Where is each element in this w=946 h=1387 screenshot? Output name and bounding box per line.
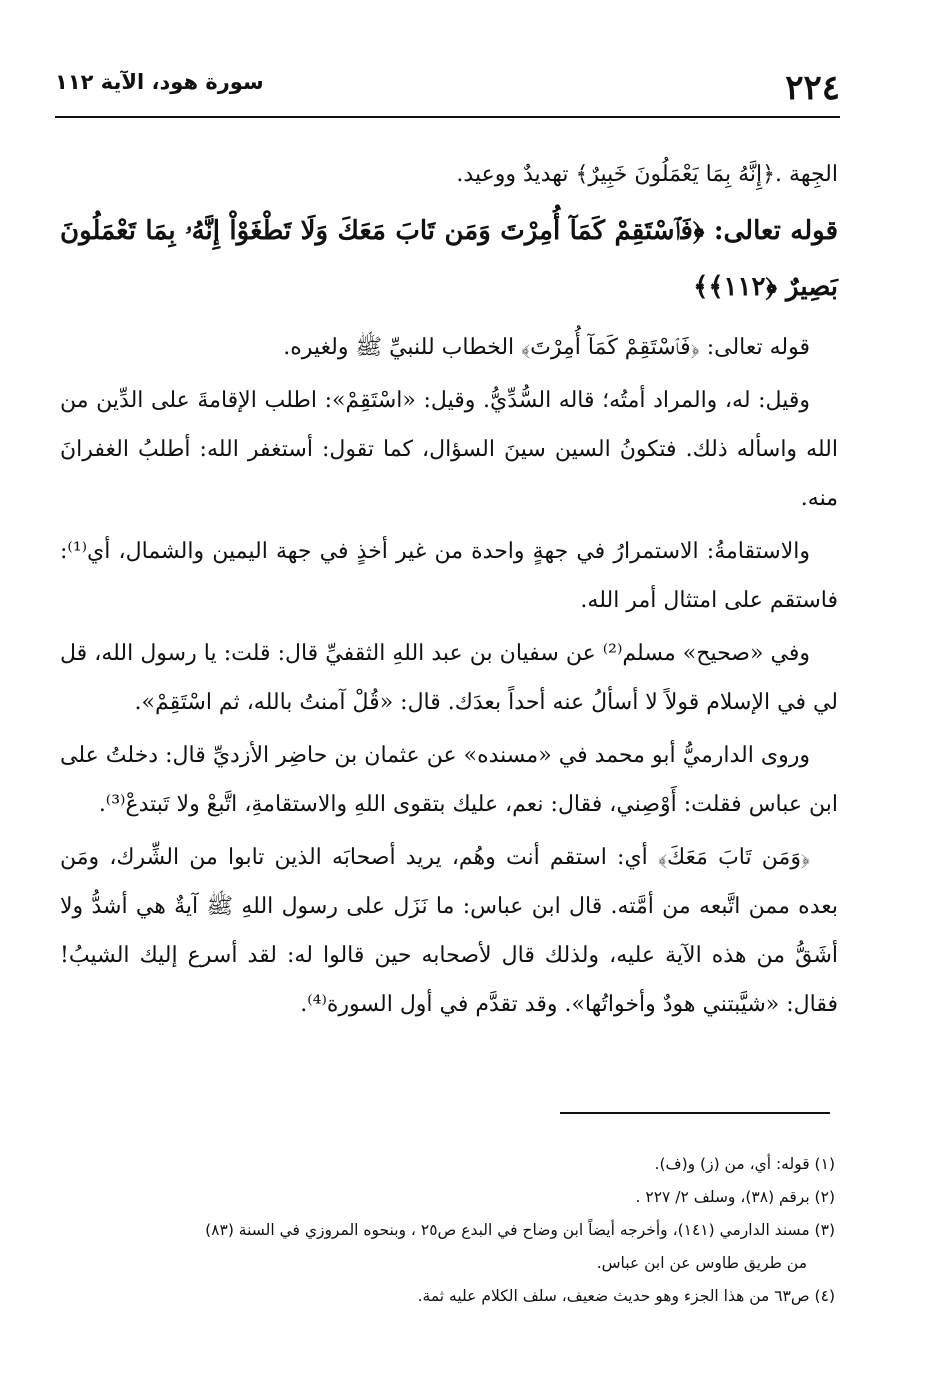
footnote-3: (٣) مسند الدارمي (١٤١)، وأخرجه أيضاً ابن وضاح في البدع ص٢٥ ، وبنحوه المروزي في السنة (٨٣) (205, 1221, 835, 1239)
footnote-1: (١) قوله: أي، من (ز) و(ف). (654, 1155, 835, 1173)
page-header (55, 62, 840, 112)
paragraph-7: وروى الدارميُّ أبو محمد في «مسنده» عن عثمان بن حاضِر الأزديِّ قال: دخلتُ على ابن عباس فقلت: أَوْصِني، فقال: نعم، عليك بتقوى اللهِ والاستقامةِ، اتَّبعْ ولا تَبتدعْ⁽³⁾. (60, 743, 838, 817)
footnote-2: (٢) برقم (٣٨)، وسلف ٢/ ٢٢٧ . (635, 1188, 835, 1206)
paragraph-4: وقيل: له، والمراد أمتُه؛ قاله السُّدِّيُّ. وقيل: «اسْتَقِمْ»: اطلب الإقامةَ على الدِّين من الله واسأله ذلك. فتكونُ السين سينَ السؤال، كما تقول: أستغفر الله: أطلبُ الغفرانَ منه. (60, 388, 838, 511)
paragraph-8: ﴿وَمَن تَابَ مَعَكَ﴾ أي: استقم أنت وهُم، يريد أصحابَه الذين تابوا من الشِّرك، ومَن بعده ممن اتَّبعه من أمَّته. قال ابن عباس: ما نَزَل على رسول اللهِ ﷺ آيةٌ هي أشدُّ ولا أشَقُّ من هذه الآية عليه، ولذلك قال لأصحابه حين قالوا له: لقد أسرع إليك الشيبُ! فقال: «شيَّبتني هودٌ وأخواتُها». وقد تقدَّم في أول السورة⁽⁴⁾. (60, 845, 838, 1017)
paragraph-5: والاستقامةُ: الاستمرارُ في جهةٍ واحدة من غير أخذٍ في جهة اليمين والشمال، أي⁽¹⁾: فاستقم على امتثال أمر الله. (60, 539, 838, 613)
paragraph-1: الجِهة .﴿إِنَّهُ بِمَا يَعْمَلُونَ خَبِيرٌ﴾ تهديدٌ ووعيد. (456, 162, 838, 187)
main-text (60, 150, 838, 1033)
paragraph-6: وفي «صحيح» مسلم⁽²⁾ عن سفيان بن عبد اللهِ الثقفيِّ قال: قلت: يا رسول الله، قل لي في الإسلام قولاً لا أسألُ عنه أحداً بعدَك. قال: «قُلْ آمنتُ بالله، ثم اسْتَقِمْ». (60, 641, 838, 715)
footnote-rule (560, 1112, 830, 1114)
verse-heading: قوله تعالى: ﴿فَٱسْتَقِمْ كَمَآ أُمِرْتَ وَمَن تَابَ مَعَكَ وَلَا تَطْغَوْاْ إِنَّهُۥ بِمَا تَعْمَلُونَ بَصِيرٌ ﴿١١٢﴾﴾ (60, 216, 838, 302)
header-rule (55, 116, 840, 118)
footnote-4: (٤) ص٦٣ من هذا الجزء وهو حديث ضعيف، سلف الكلام عليه ثمة. (417, 1287, 835, 1305)
page-number: ٢٢٤ (785, 68, 840, 108)
footnote-3-continued: من طريق طاوس عن ابن عباس. (596, 1254, 807, 1272)
running-title: سورة هود، الآية ١١٢ (55, 70, 264, 94)
footnotes (50, 1148, 835, 1313)
paragraph-3: قوله تعالى: ﴿فَٱسْتَقِمْ كَمَآ أُمِرْتَ﴾ الخطاب للنبيِّ ﷺ ولغيره. (283, 335, 810, 360)
